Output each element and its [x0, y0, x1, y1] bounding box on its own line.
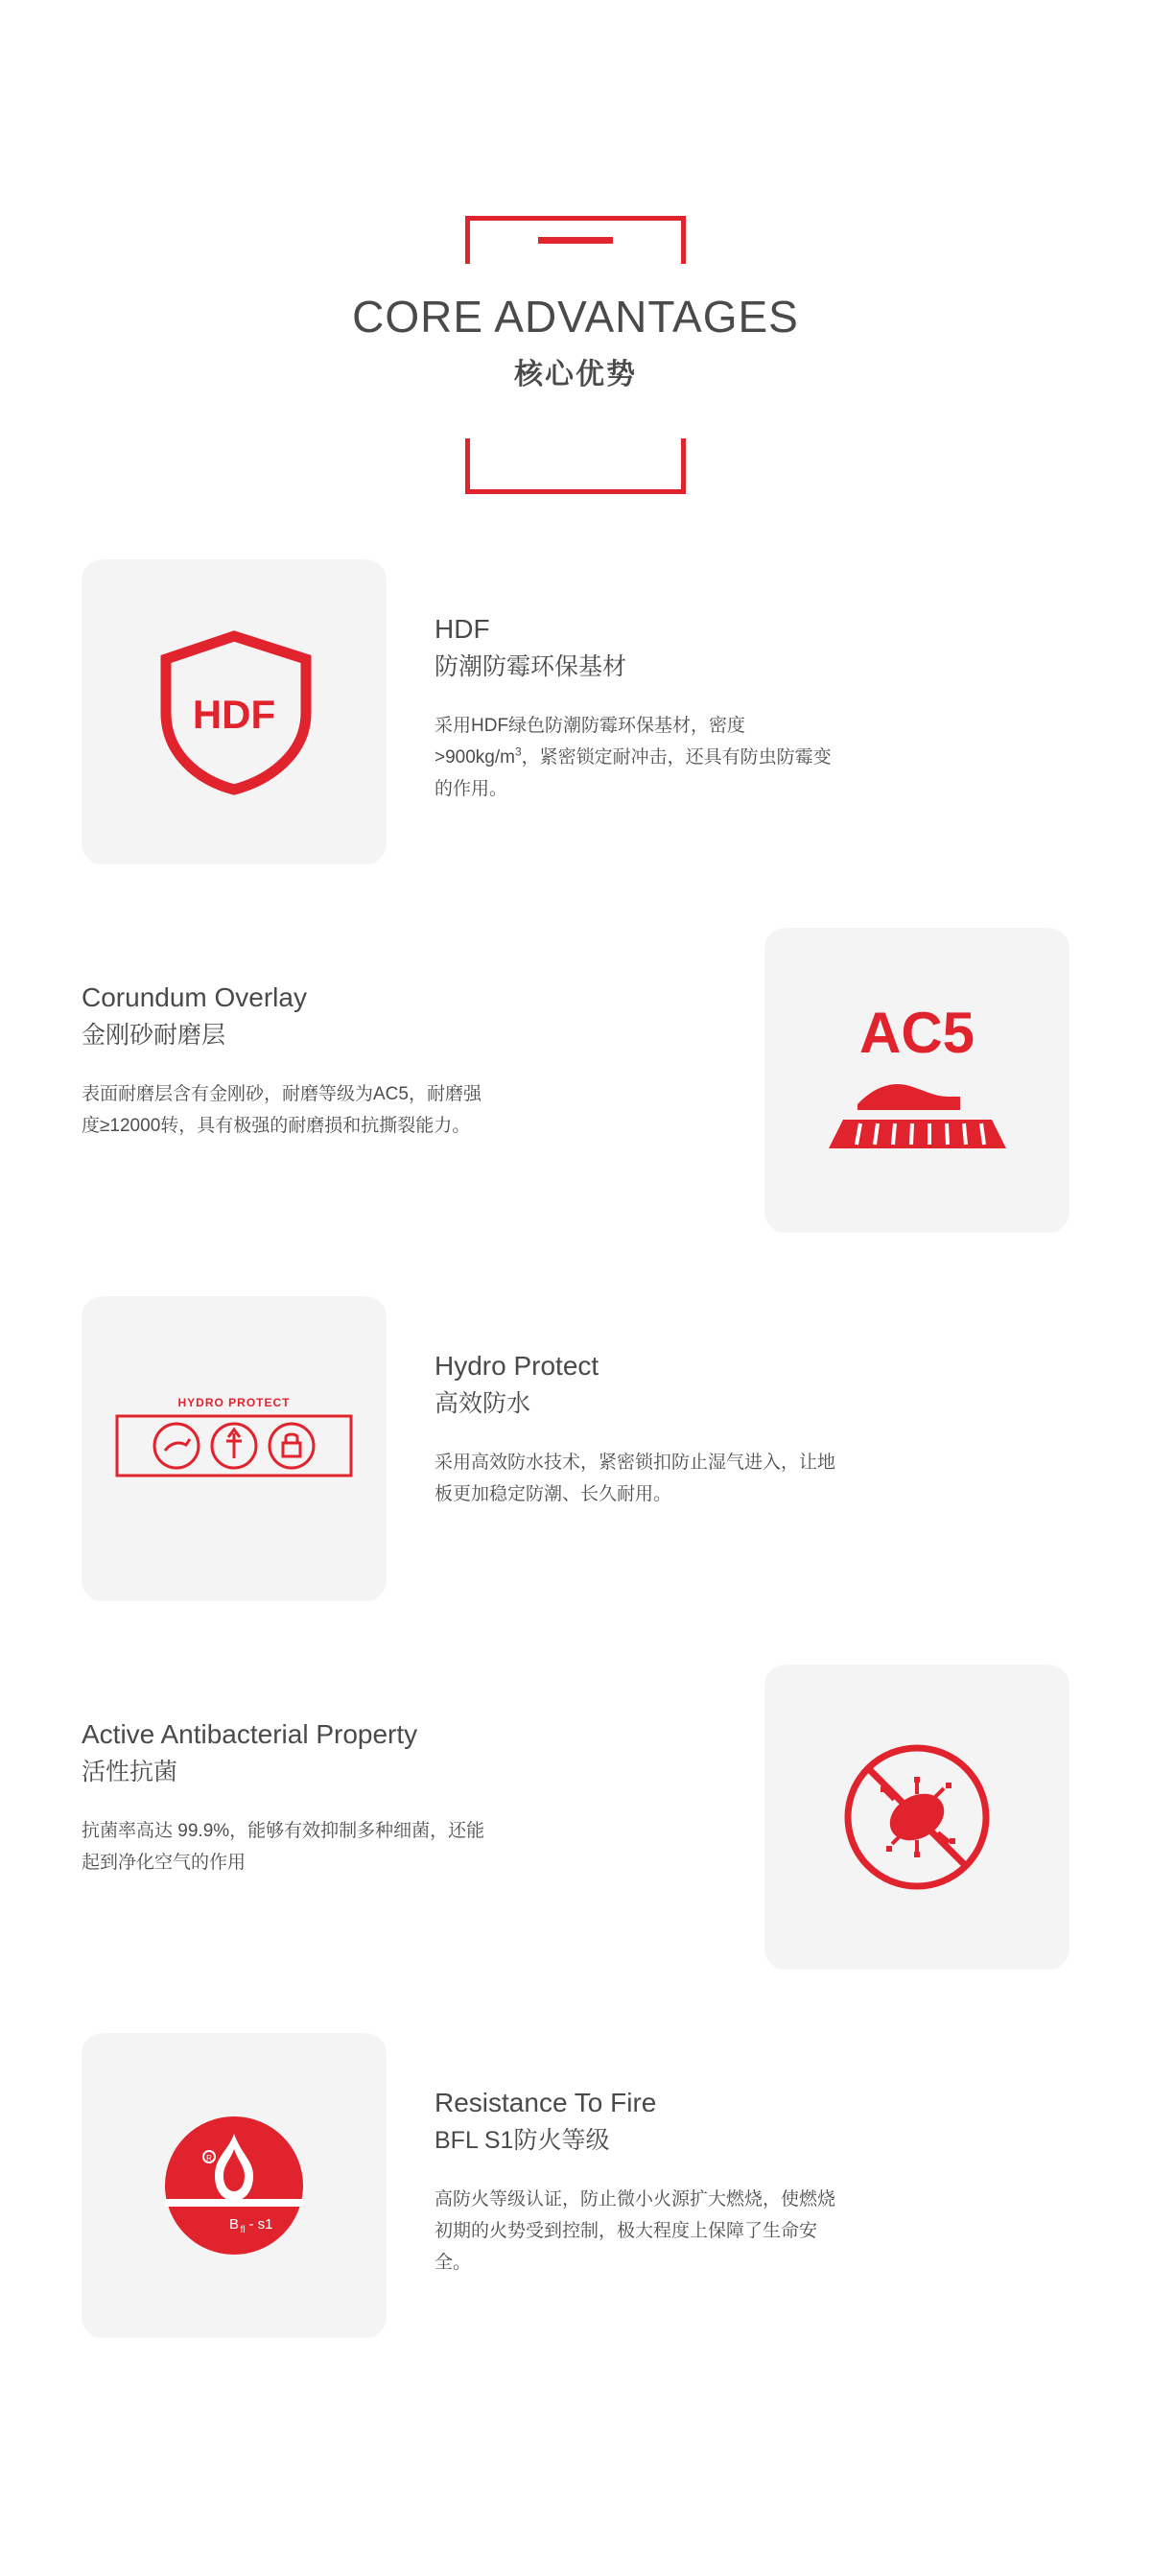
frame-dash-mark [538, 237, 613, 244]
feature-text-column [82, 1665, 764, 1879]
page-title-cn: 核心优势 [514, 359, 637, 390]
feature-description: 表面耐磨层含有金刚砂，耐磨等级为AC5，耐磨强度≥12000转，具有极强的耐磨损和抗撕裂能力。 [82, 1083, 482, 1136]
feature-icon-box [764, 1665, 1069, 1970]
feature-icon-box [764, 928, 1069, 1233]
feature-text-column [82, 928, 764, 1142]
feature-title-en: HDF [435, 614, 490, 644]
feature-title-en: Corundum Overlay [82, 982, 307, 1012]
fire-resistance-icon [148, 2099, 320, 2272]
feature-description [435, 710, 847, 806]
page-header [0, 0, 1151, 494]
feature-list [0, 559, 1151, 2338]
feature-item-resistance-to-fire [0, 2033, 1151, 2338]
feature-icon-box [82, 559, 387, 864]
feature-description-part1: 采用HDF绿色防潮防霉环保基材，密度>900kg/m [435, 715, 746, 768]
svg-text:R: R [206, 2154, 212, 2162]
feature-title-cn: 高效防水 [435, 1390, 531, 1417]
feature-item-active-antibacterial [0, 1665, 1151, 1970]
feature-text-column [387, 2033, 1069, 2279]
feature-title-cn: 金刚砂耐磨层 [82, 1022, 226, 1049]
feature-text-column [387, 1296, 1069, 1510]
hydro-protect-icon [109, 1391, 359, 1506]
feature-description: 高防火等级认证，防止微小火源扩大燃烧，使燃烧初期的火势受到控制，极大程度上保障了生命安全。 [435, 2188, 836, 2273]
feature-description-superscript: 3 [514, 744, 522, 759]
feature-description-part2: ，紧密锁定耐冲击，还具有防虫防霉变的作用。 [435, 746, 832, 799]
feature-icon-box [82, 1296, 387, 1601]
feature-title-cn: BFL S1防火等级 [435, 2127, 610, 2154]
feature-item-hydro-protect [0, 1296, 1151, 1601]
feature-description: 抗菌率高达 99.9%，能够有效抑制多种细菌，还能起到净化空气的作用 [82, 1820, 485, 1873]
svg-text:HDF: HDF [192, 692, 276, 737]
shield-hdf-icon [143, 621, 325, 803]
header-decorative-frame [352, 216, 799, 494]
feature-item-corundum-overlay [0, 928, 1151, 1233]
feature-icon-box [82, 2033, 387, 2338]
svg-text:HYDRO PROTECT: HYDRO PROTECT [177, 1396, 291, 1409]
antibacterial-icon [831, 1731, 1003, 1903]
fire-rating-label: B [228, 2216, 240, 2233]
feature-title-en: Active Antibacterial Property [82, 1719, 418, 1749]
feature-title-cn: 防潮防霉环保基材 [435, 653, 627, 680]
page-title-en: CORE ADVANTAGES [352, 292, 799, 342]
svg-text:AC5: AC5 [858, 1001, 975, 1065]
svg-text:- s1: - s1 [248, 2216, 273, 2233]
feature-title-en: Hydro Protect [435, 1351, 599, 1381]
feature-item-hdf [0, 559, 1151, 864]
frame-bottom-border [465, 438, 686, 494]
feature-title-en: Resistance To Fire [435, 2088, 657, 2117]
feature-description: 采用高效防水技术，紧密锁扣防止湿气进入，让地板更加稳定防潮、长久耐用。 [435, 1452, 836, 1504]
svg-text:fl: fl [240, 2225, 246, 2235]
feature-text-column [387, 559, 1069, 805]
feature-title-cn: 活性抗菌 [82, 1759, 178, 1785]
ac5-abrasion-icon [814, 989, 1021, 1171]
